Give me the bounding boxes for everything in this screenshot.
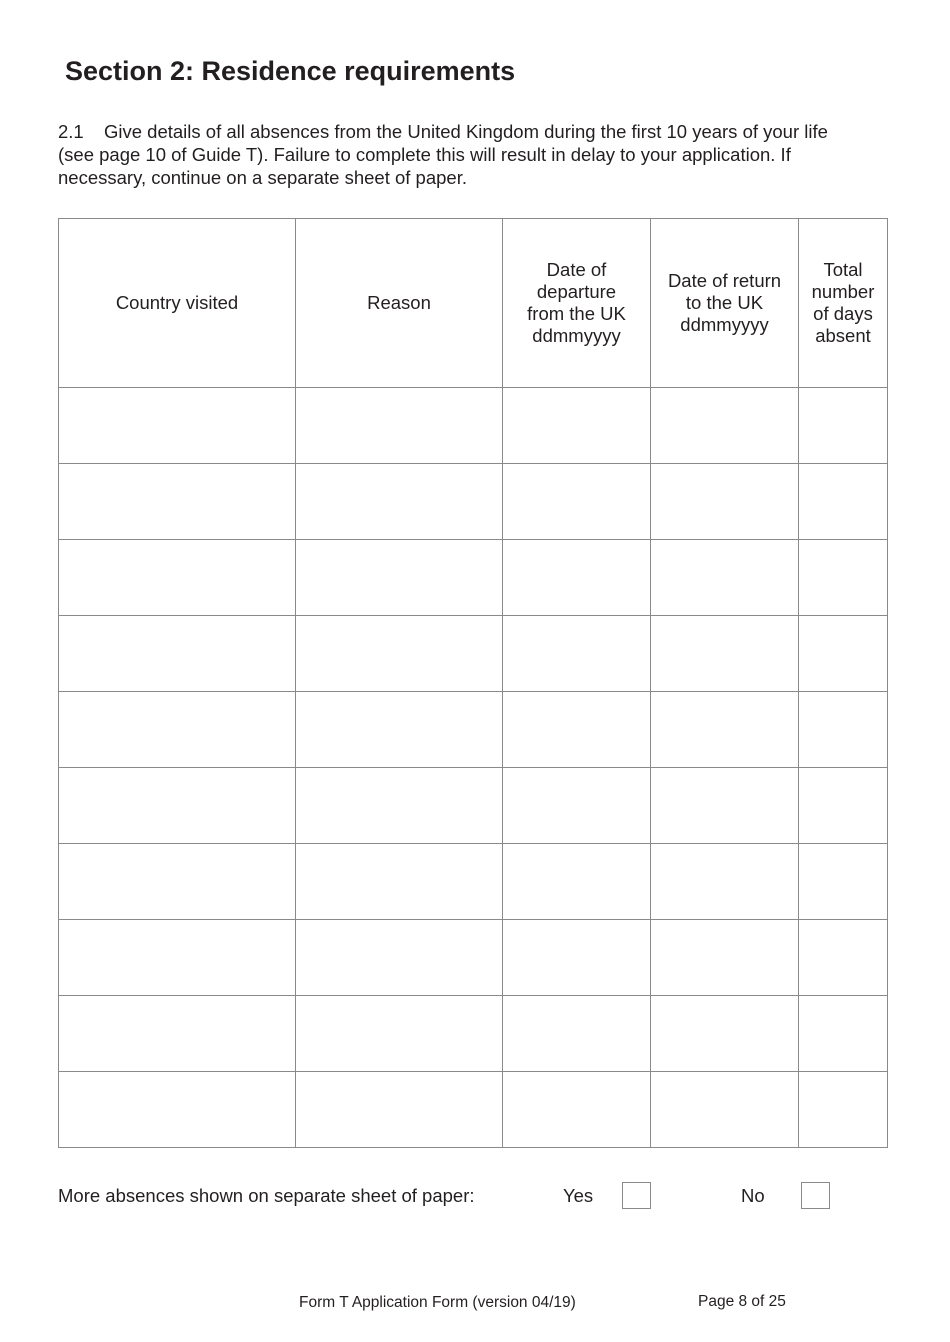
absences-table [58,218,888,1148]
country-cell[interactable] [59,692,296,768]
return-date-cell[interactable] [651,540,799,616]
departure-date-header [503,219,651,388]
reason-cell[interactable] [296,616,503,692]
question-2-1 [58,120,858,189]
return-date-header [651,219,799,388]
country-visited-header [59,219,296,388]
table-row [59,692,888,768]
table-row [59,616,888,692]
departure-date-cell[interactable] [503,540,651,616]
days-absent-cell[interactable] [799,464,888,540]
days-absent-cell[interactable] [799,844,888,920]
days-absent-cell[interactable] [799,388,888,464]
table-body [59,388,888,1148]
country-cell[interactable] [59,844,296,920]
departure-date-cell[interactable] [503,996,651,1072]
header-line: number [811,281,875,302]
country-cell[interactable] [59,1072,296,1148]
header-line: ddmmyyyy [532,325,621,346]
reason-cell[interactable] [296,388,503,464]
footer-page-number: Page 8 of 25 [698,1293,786,1310]
reason-cell[interactable] [296,920,503,996]
table-row [59,1072,888,1148]
country-cell[interactable] [59,920,296,996]
reason-cell[interactable] [296,1072,503,1148]
table-header-row [59,219,888,388]
country-cell[interactable] [59,388,296,464]
table-row [59,768,888,844]
header-line: departure [536,281,617,302]
days-absent-cell[interactable] [799,1072,888,1148]
days-absent-cell[interactable] [799,920,888,996]
country-cell[interactable] [59,996,296,1072]
header-line: absent [815,325,871,346]
table-row [59,920,888,996]
yes-checkbox[interactable] [622,1182,651,1209]
departure-date-cell[interactable] [503,464,651,540]
departure-date-cell[interactable] [503,388,651,464]
table-row [59,996,888,1072]
departure-date-cell[interactable] [503,692,651,768]
question-number: 2.1 [58,121,84,142]
departure-date-cell[interactable] [503,1072,651,1148]
return-date-cell[interactable] [651,388,799,464]
reason-cell[interactable] [296,464,503,540]
return-date-cell[interactable] [651,844,799,920]
days-absent-cell[interactable] [799,692,888,768]
table-row [59,388,888,464]
header-line: Country visited [115,292,239,313]
header-line: from the UK [527,303,626,324]
header-line: Reason [367,292,431,313]
question-text: Give details of all absences from the United Kingdom during the first 10 years of your life (see page 10 of Guide T). Failure to complete this will result in delay to your application. If necessary, continue on a separate sheet of paper. [58,121,828,188]
days-absent-cell[interactable] [799,996,888,1072]
return-date-cell[interactable] [651,616,799,692]
header-line: ddmmyyyy [680,314,769,335]
reason-cell[interactable] [296,768,503,844]
page-title: Section 2: Residence requirements [65,56,516,86]
more-absences-label: More absences shown on separate sheet of paper: [58,1185,475,1206]
header-line: Date of [546,259,607,280]
header-line: of days [813,303,873,324]
reason-header [296,219,503,388]
departure-date-cell[interactable] [503,844,651,920]
departure-date-cell[interactable] [503,768,651,844]
reason-cell[interactable] [296,844,503,920]
no-label: No [741,1185,765,1206]
country-cell[interactable] [59,616,296,692]
footer-form-name: Form T Application Form (version 04/19) [299,1294,576,1311]
header-line: to the UK [685,292,764,313]
return-date-cell[interactable] [651,1072,799,1148]
table-row [59,540,888,616]
reason-cell[interactable] [296,996,503,1072]
return-date-cell[interactable] [651,464,799,540]
return-date-cell[interactable] [651,768,799,844]
country-cell[interactable] [59,768,296,844]
days-absent-cell[interactable] [799,616,888,692]
table-row [59,464,888,540]
country-cell[interactable] [59,464,296,540]
no-checkbox[interactable] [801,1182,830,1209]
country-cell[interactable] [59,540,296,616]
return-date-cell[interactable] [651,920,799,996]
departure-date-cell[interactable] [503,616,651,692]
table-row [59,844,888,920]
header-line: Total [823,259,863,280]
header-line: Date of return [667,270,782,291]
days-absent-cell[interactable] [799,768,888,844]
days-absent-cell[interactable] [799,540,888,616]
yes-label: Yes [563,1185,594,1206]
departure-date-cell[interactable] [503,920,651,996]
days-absent-header [799,219,888,388]
return-date-cell[interactable] [651,692,799,768]
return-date-cell[interactable] [651,996,799,1072]
reason-cell[interactable] [296,692,503,768]
reason-cell[interactable] [296,540,503,616]
